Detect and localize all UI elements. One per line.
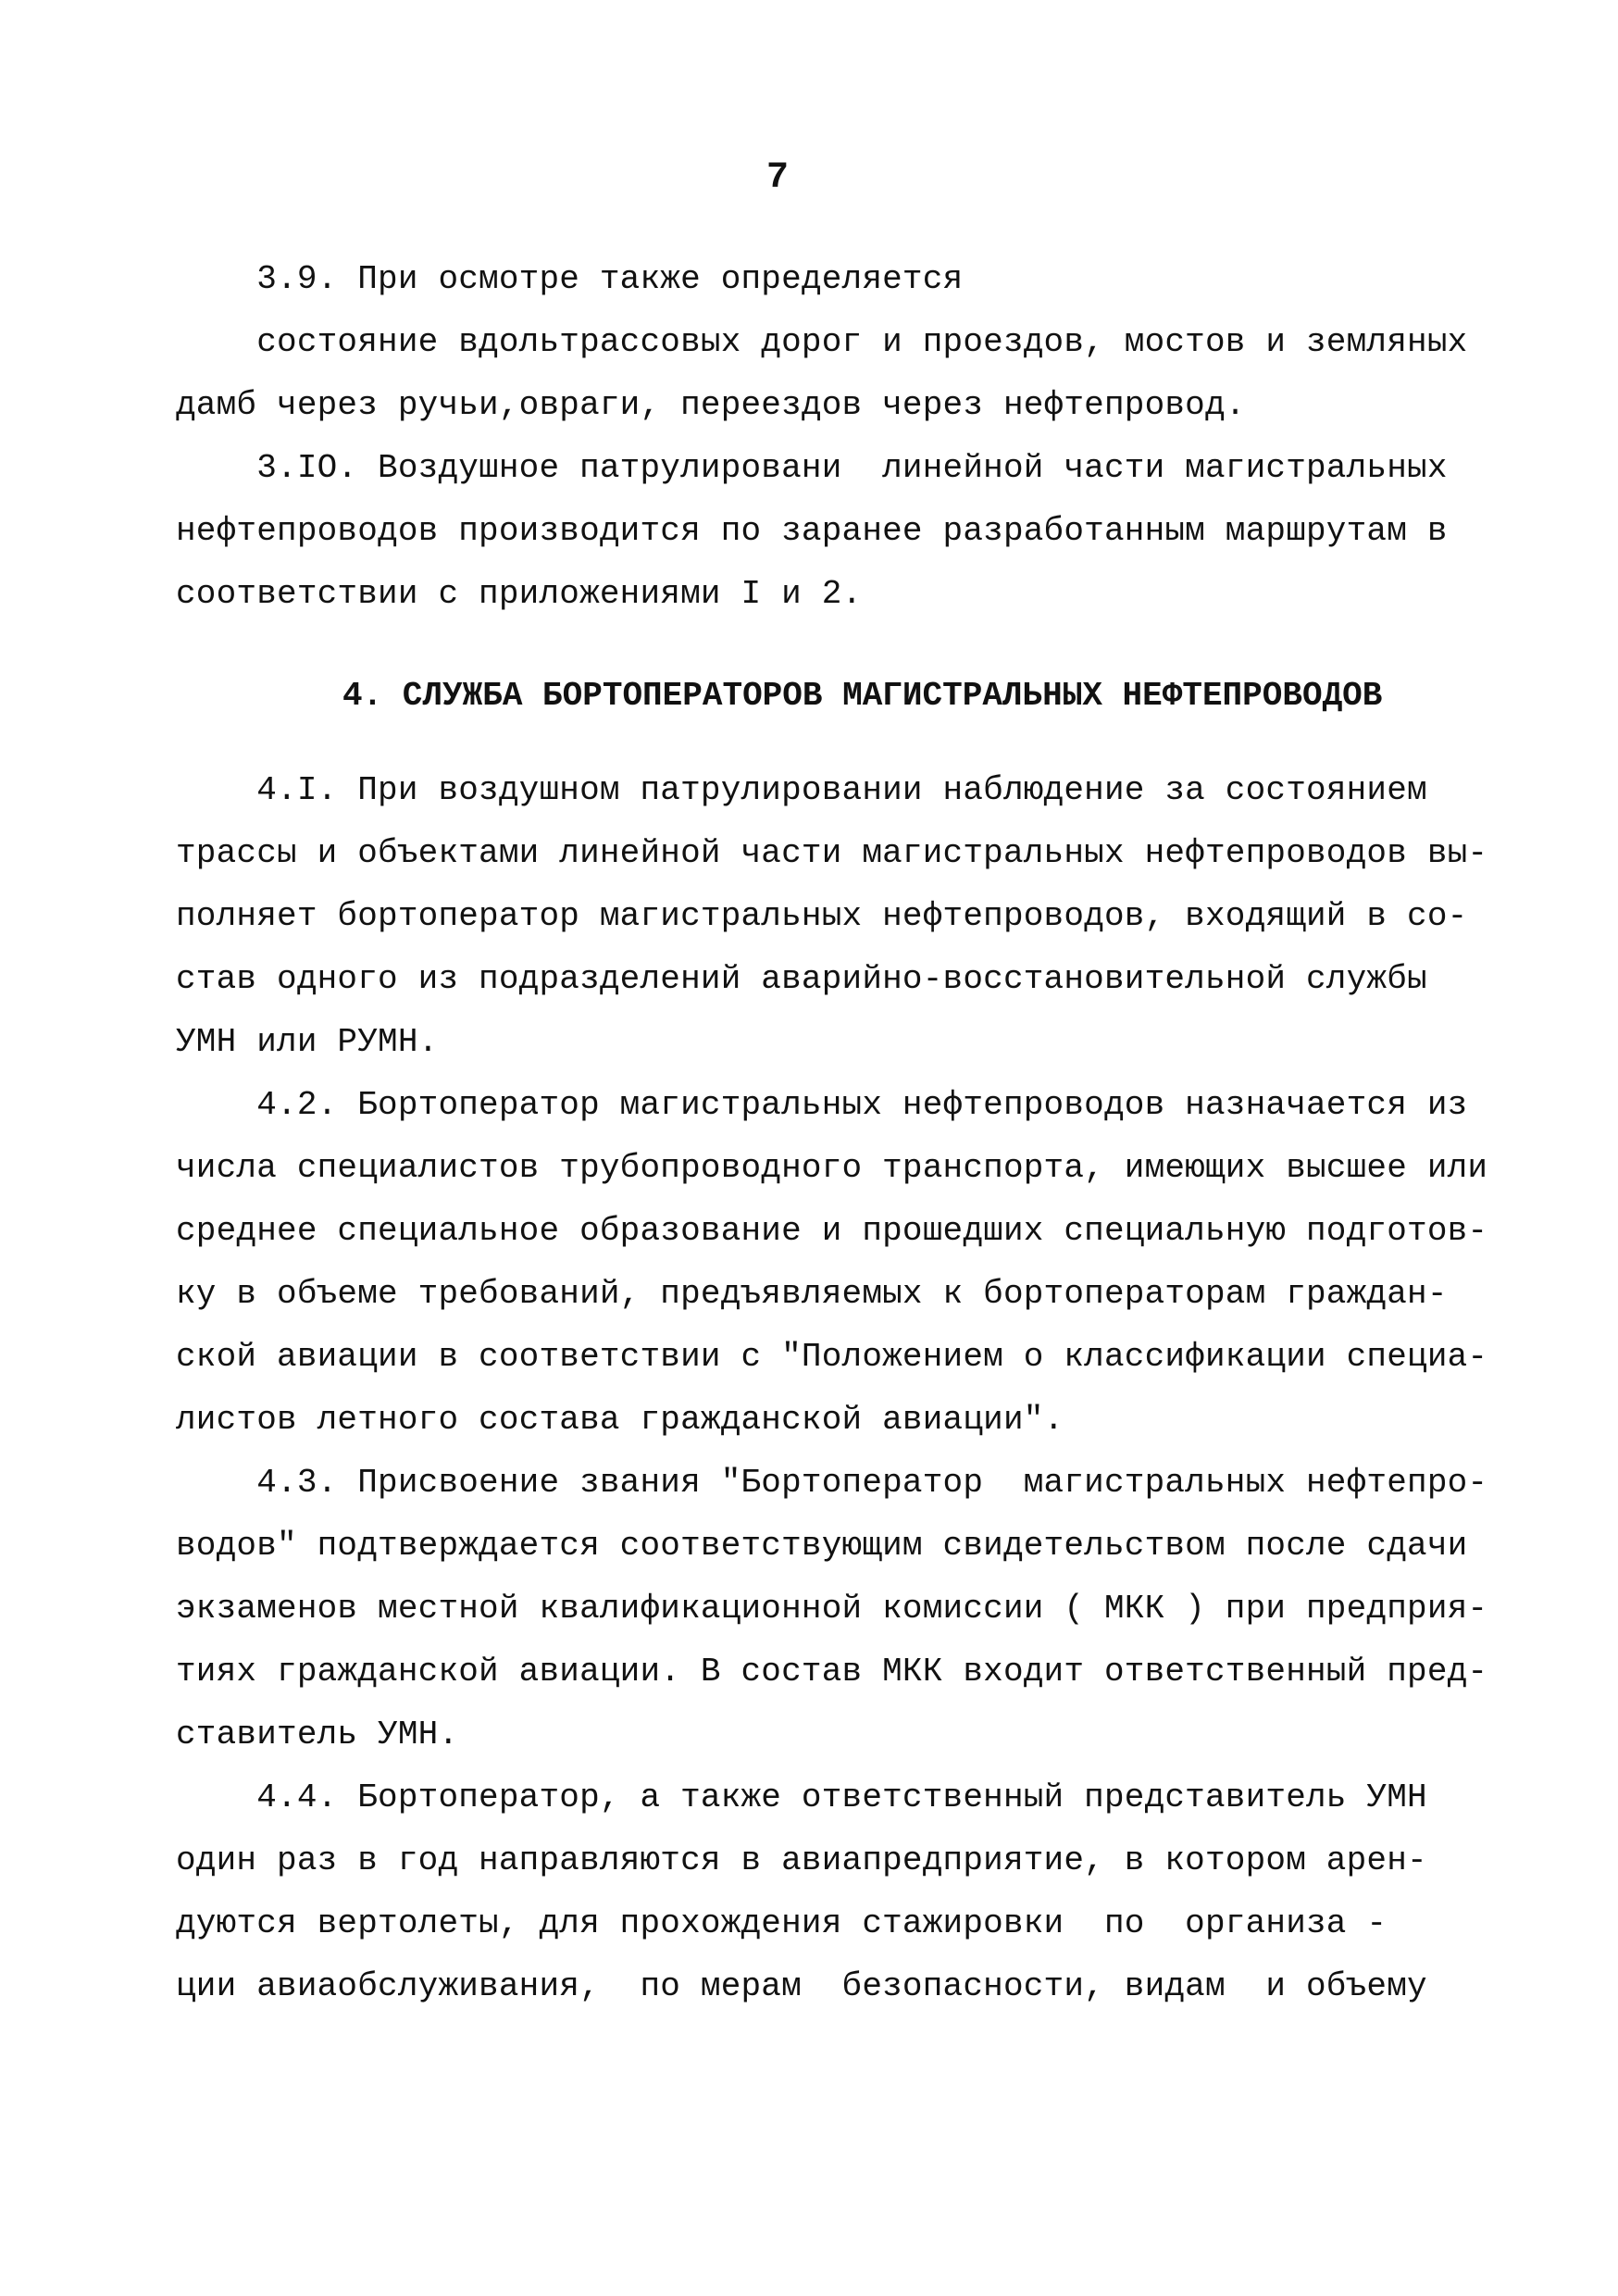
paragraph-line: один раз в год направляются в авиапредприятие, в котором арен-	[176, 1841, 1427, 1879]
paragraph-line: состояние вдольтрассовых дорог и проездов, мостов и земляных	[176, 323, 1468, 361]
section-4-text	[176, 759, 1488, 2018]
page-number: 7	[765, 157, 789, 199]
paragraph-line: трассы и объектами линейной части магистральных нефтепроводов вы-	[176, 834, 1488, 872]
paragraph-line: 4.3. Присвоение звания "Бортоператор магистральных нефтепро-	[176, 1464, 1488, 1502]
paragraph-line: УМН или РУМН.	[176, 1023, 439, 1061]
paragraph-line: 4.2. Бортоператор магистральных нефтепроводов назначается из	[176, 1086, 1468, 1124]
paragraph-line: ской авиации в соответствии с "Положением о классификации специа-	[176, 1338, 1488, 1376]
paragraph-line: ции авиаобслуживания, по мерам безопасности, видам и объему	[176, 1967, 1427, 2005]
paragraph-line: соответствии с приложениями I и 2.	[176, 575, 863, 613]
paragraph-line: 3.9. При осмотре также определяется	[176, 260, 964, 298]
paragraph-line: став одного из подразделений аварийно-восстановительной службы	[176, 960, 1427, 998]
paragraph-line: листов летного состава гражданской авиации".	[176, 1401, 1064, 1439]
paragraph-line: 4.4. Бортоператор, а также ответственный представитель УМН	[176, 1778, 1427, 1816]
paragraph-line: ставитель УМН.	[176, 1716, 459, 1753]
paragraph-line: ку в объеме требований, предъявляемых к бортоператорам граждан-	[176, 1275, 1448, 1313]
paragraph-line: тиях гражданской авиации. В состав МКК входит ответственный пред-	[176, 1653, 1488, 1691]
paragraph-line: дамб через ручьи,овраги, переездов через нефтепровод.	[176, 386, 1246, 424]
paragraph-line: полняет бортоператор магистральных нефтепроводов, входящий в со-	[176, 897, 1468, 935]
paragraph-line: нефтепроводов производится по заранее разработанным маршрутам в	[176, 512, 1448, 550]
paragraph-line: 4.I. При воздушном патрулировании наблюдение за состоянием	[176, 771, 1427, 809]
paragraph-line: числа специалистов трубопроводного транспорта, имеющих высшее или	[176, 1149, 1488, 1187]
paragraph-line: экзаменов местной квалификационной комиссии ( МКК ) при предприя-	[176, 1590, 1488, 1628]
section-4-heading: 4. СЛУЖБА БОРТОПЕРАТОРОВ МАГИСТРАЛЬНЫХ НЕФТЕПРОВОДОВ	[342, 677, 1383, 715]
paragraph-line: дуются вертолеты, для прохождения стажировки по организа -	[176, 1904, 1388, 1942]
paragraph-line: среднее специальное образование и прошедших специальную подготов-	[176, 1212, 1488, 1250]
paragraph-line: 3.IO. Воздушное патрулировани линейной части магистральных	[176, 449, 1448, 487]
section-3-text	[176, 248, 1468, 626]
paragraph-line: водов" подтверждается соответствующим свидетельством после сдачи	[176, 1527, 1468, 1565]
